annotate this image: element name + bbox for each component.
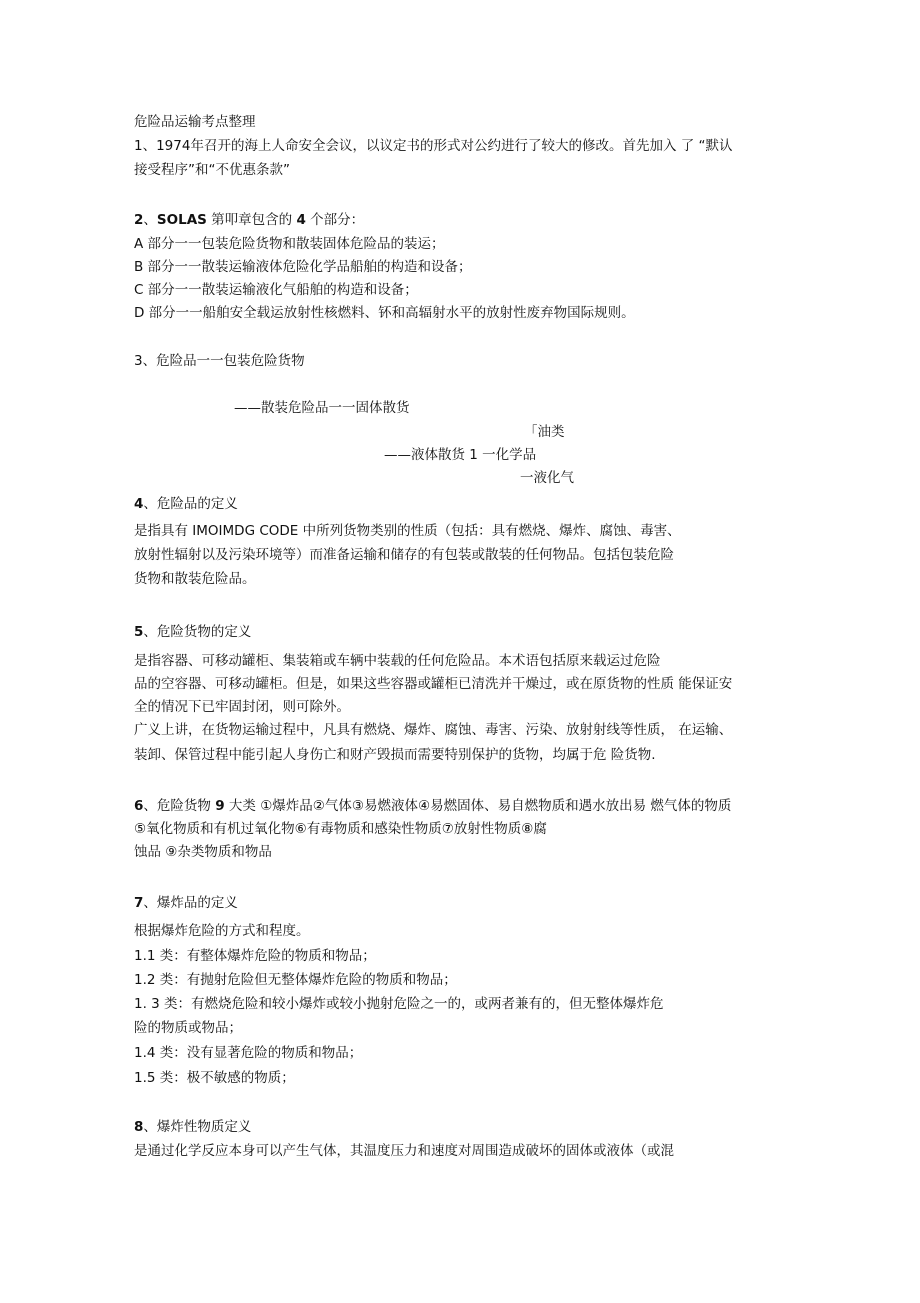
s3-heading: 3、危险品一一包装危险货物 bbox=[134, 353, 305, 369]
s2-part-b: B 部分一一散装运输液体危险化学品船舶的构造和设备； bbox=[134, 259, 472, 275]
s6-p3: 蚀品 ⑨杂类物质和物品 bbox=[134, 844, 272, 860]
s4-p2: 放射性辐射以及污染环境等）而准备运输和储存的有包装或散装的任何物品。包括包装危险 bbox=[134, 547, 674, 563]
s3-oil: 「油类 bbox=[524, 424, 565, 440]
s7-class-1-3a: 1. 3 类：有燃烧危险和较小爆炸或较小抛射危险之一的，或两者兼有的，但无整体爆炸危 bbox=[134, 996, 664, 1012]
s1-line2: 接受程序”和“不优惠条款” bbox=[134, 162, 290, 178]
s1-line1: 1、1974年召开的海上人命安全会议，以议定书的形式对公约进行了较大的修改。首先加入 了 “默认 bbox=[134, 138, 733, 154]
s2-part-c: C 部分一一散装运输液化气船舶的构造和设备； bbox=[134, 282, 418, 298]
s2-heading: 2、SOLAS 第叩章包含的 4 个部分： bbox=[134, 212, 365, 228]
s3-gas: 一液化气 bbox=[520, 470, 574, 486]
s5-p3: 全的情况下已牢固封闭，则可除外。 bbox=[134, 699, 350, 715]
s2-part-d: D 部分一一船舶安全载运放射性核燃料、钚和高辐射水平的放射性废弃物国际规则。 bbox=[134, 305, 635, 321]
s8-heading: 8、爆炸性物质定义 bbox=[134, 1119, 252, 1135]
s5-p4: 广义上讲，在货物运输过程中，凡具有燃烧、爆炸、腐蚀、毒害、污染、放射射线等性质， 在运输、 bbox=[134, 722, 733, 738]
doc-title: 危险品运输考点整理 bbox=[134, 114, 256, 130]
s4-p1: 是指具有 IMOIMDG CODE 中所列货物类别的性质（包括：具有燃烧、爆炸、腐蚀、毒害、 bbox=[134, 523, 681, 539]
s6-p2: ⑤氧化物质和有机过氧化物⑥有毒物质和感染性物质⑦放射性物质⑧腐 bbox=[134, 821, 547, 837]
s3-liquid: ——液体散货 1 一化学品 bbox=[384, 447, 537, 463]
s6-heading: 6、危险货物 9 大类 ①爆炸品②气体③易燃液体④易燃固体、易自燃物质和遇水放出易 燃气体的物质 bbox=[134, 798, 732, 814]
s7-class-1-5: 1.5 类：极不敏感的物质； bbox=[134, 1070, 295, 1086]
s3-bulk-solid: ——散装危险品一一固体散货 bbox=[234, 400, 410, 416]
s8-p1: 是通过化学反应本身可以产生气体，其温度压力和速度对周围造成破坏的固体或液体（或混 bbox=[134, 1143, 674, 1159]
s2-part-a: A 部分一一包装危险货物和散装固体危险品的装运； bbox=[134, 236, 445, 252]
s7-class-1-2: 1.2 类：有抛射危险但无整体爆炸危险的物质和物品； bbox=[134, 972, 457, 988]
s7-class-1-4: 1.4 类：没有显著危险的物质和物品； bbox=[134, 1045, 363, 1061]
s7-class-1-1: 1.1 类：有整体爆炸危险的物质和物品； bbox=[134, 948, 376, 964]
s7-intro: 根据爆炸危险的方式和程度。 bbox=[134, 923, 310, 939]
s5-p1: 是指容器、可移动罐柜、集装箱或车辆中装载的任何危险品。本术语包括原来载运过危险 bbox=[134, 653, 661, 669]
s7-heading: 7、爆炸品的定义 bbox=[134, 895, 238, 911]
s4-p3: 货物和散装危险品。 bbox=[134, 571, 256, 587]
s2-number: 2 bbox=[134, 212, 144, 228]
s2-keyword: SOLAS bbox=[156, 212, 207, 228]
s7-class-1-3b: 险的物质或物品； bbox=[134, 1020, 242, 1036]
s5-p2: 品的空容器、可移动罐柜。但是，如果这些容器或罐柜已清洗并干燥过，或在原货物的性质 能保证安 bbox=[134, 676, 733, 692]
s4-heading: 4、危险品的定义 bbox=[134, 496, 238, 512]
s5-heading: 5、危险货物的定义 bbox=[134, 624, 252, 640]
s5-p5: 装卸、保管过程中能引起人身伤亡和财产毁损而需要特别保护的货物，均属于危 险货物. bbox=[134, 747, 656, 763]
